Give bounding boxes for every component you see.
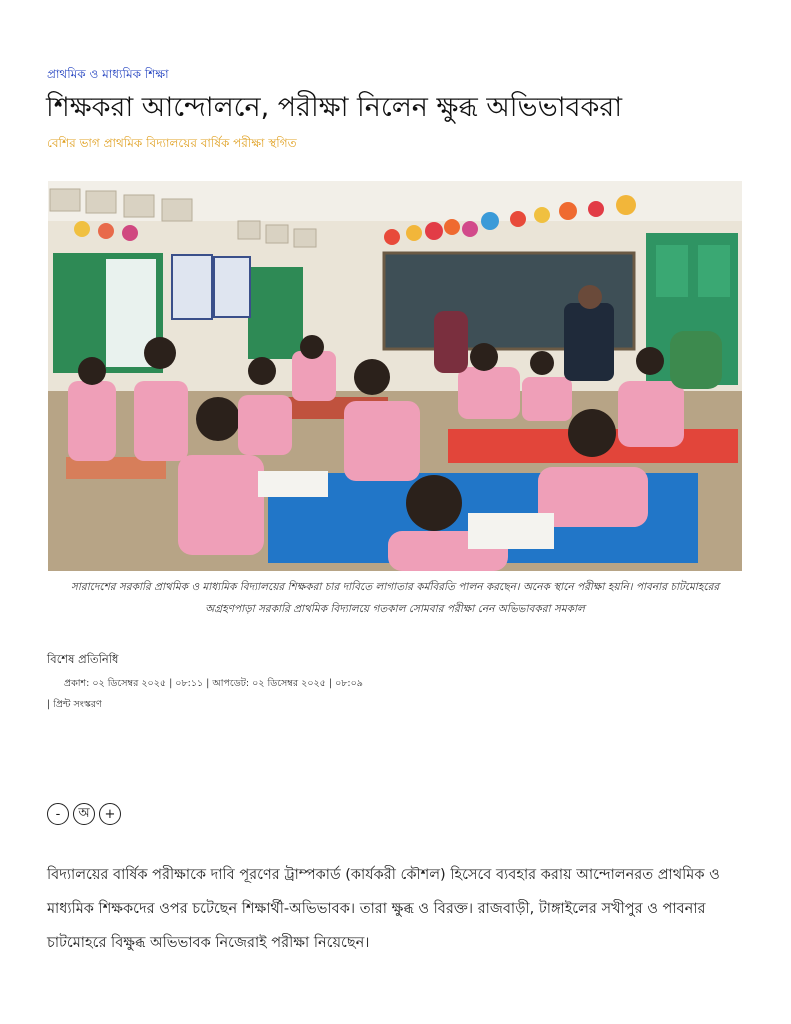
author-name: বিশেষ প্রতিনিধি xyxy=(47,652,119,666)
article-subtitle: বেশির ভাগ প্রাথমিক বিদ্যালয়ের বার্ষিক পরীক্ষা স্থগিত xyxy=(47,136,297,150)
teacher-head xyxy=(578,285,602,309)
exam-paper xyxy=(468,513,554,549)
publish-meta: প্রকাশ: ০২ ডিসেম্বর ২০২৫ | ০৮:১১ | আপডেট: ০২ ডিসেম্বর ২০২৫ | ০৮:০৯ xyxy=(64,678,363,689)
font-increase-button[interactable]: + xyxy=(99,803,121,825)
door-panel xyxy=(656,245,688,297)
article-body: বিদ্যালয়ের বার্ষিক পরীক্ষাকে দাবি পূরণের ট্রাম্পকার্ড (কার্যকরী কৌশল) হিসেবে ব্যবহার করায় আন্দোলনরত প্রাথমিক ও মাধ্যমিক শিক্ষকদের ওপর চটেছেন শিক্ষার্থী-অভিভাবক। তারা ক্ষুব্ধ ও বিরক্ত। রাজবাড়ী, টাঙ্গাইলের সখীপুর ও পাবনার চাটমোহরে বিক্ষুব্ধ অভিভাবক নিজেরাই পরীক্ষা নিয়েছেন। xyxy=(47,867,720,951)
article-photo xyxy=(48,181,742,571)
classroom-illustration xyxy=(48,181,742,571)
exam-paper xyxy=(258,471,328,497)
article-title: শিক্ষকরা আন্দোলনে, পরীক্ষা নিলেন ক্ষুব্ধ অভিভাবকরা xyxy=(46,92,623,123)
door-panel xyxy=(698,245,730,297)
middle-window xyxy=(248,267,303,359)
parent-figure xyxy=(670,331,722,389)
photo-caption: সারাদেশের সরকারি প্রাথমিক ও মাধ্যমিক বিদ্যালয়ের শিক্ষকরা চার দাবিতে লাগাতার কর্মবিরতি পালন করছেন। অনেক স্থানে পরীক্ষা হয়নি। পাবনার চাটমোহরের অগ্রহণপাড়া সরকারি প্রাথমিক বিদ্যালয়ে গতকাল সোমবার পরীক্ষা নেন অভিভাবকরা সমকাল xyxy=(70,581,720,615)
font-decrease-button[interactable]: - xyxy=(47,803,69,825)
notice-board xyxy=(214,257,250,317)
notice-board xyxy=(172,255,212,319)
parent-figure xyxy=(434,311,468,373)
category-link[interactable]: প্রাথমিক ও মাধ্যমিক শিক্ষা xyxy=(47,67,169,81)
font-size-controls xyxy=(47,803,121,825)
print-edition-link[interactable]: | প্রিন্ট সংস্করণ xyxy=(47,699,102,710)
font-reset-button[interactable]: অ xyxy=(73,803,95,825)
teacher xyxy=(564,303,614,381)
